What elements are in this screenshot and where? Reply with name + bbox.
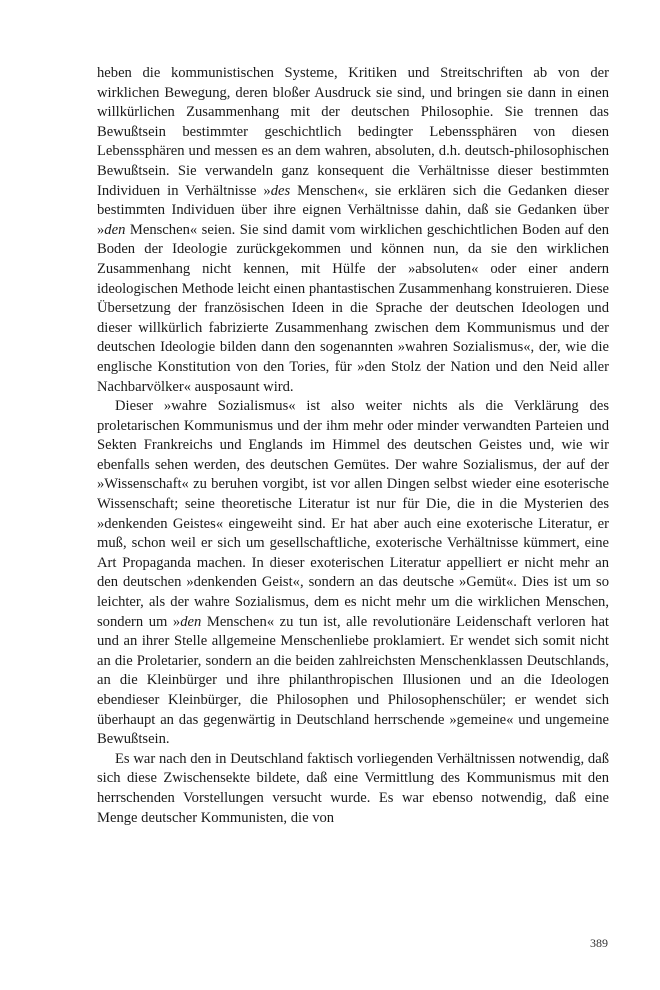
text-segment: Menschen« seien. Sie sind damit vom wirklichen geschichtlichen Boden auf den Boden der Ideologie zurückgekommen und können nun, da sie den wirklichen Zusammenhang nicht kennen, mit Hülfe der »absoluten« oder einer andern ideologischen Methode leicht einen phantastischen Zusammenhang konstruieren. Diese Übersetzung der französischen Ideen in die Sprache der deutschen Ideologen und dieser willkürlich fabrizierte Zusammenhang zwischen dem Kommunismus und der deutschen Ideologie bilden dann den sogenannten »wahren Sozialismus«, der, wie die englische Konstitution von den Tories, für »den Stolz der Nation und den Neid aller Nachbarvölker« ausposaunt wird. [97, 221, 609, 395]
text-segment: Dieser »wahre Sozialismus« ist also weiter nichts als die Verklärung des proletarischen Kommunismus und der ihm mehr oder minder verwandten Parteien und Sekten Frankreichs und Englands im Himmel des deutschen Geistes und, wie wir ebenfalls sehen werden, des deutschen Gemütes. Der wahre Sozialismus, der auf der »Wissenschaft« zu beruhen vorgibt, ist vor allen Dingen selbst wieder eine esoterische Wissenschaft; seine theoretische Literatur ist nur für Die, die in die Mysterien des »denkenden Geistes« eingeweiht sind. Er hat aber auch eine exoterische Literatur, er muß, schon weil er sich um gesellschaftliche, exoterische Verhältnisse kümmert, eine Art Propaganda machen. In dieser exoterischen Literatur appelliert er nicht mehr an den deutschen »denkenden Geist«, sondern an das deutsche »Gemüt«. Dies ist um so leichter, als der wahre Sozialismus, dem es nicht mehr um die wirklichen Menschen, sondern um » [97, 398, 609, 630]
text-segment: Es war nach den in Deutschland faktisch vorliegenden Verhältnissen notwendig, daß sich diese Zwischensekte bildete, daß eine Vermittlung des Kommunismus mit den herrschenden Vorstellungen versucht wurde. Es war ebenso notwendig, daß eine Menge deutscher Kommunisten, die von [97, 750, 609, 826]
text-segment: Menschen« zu tun ist, alle revolutionäre Leidenschaft verloren hat und an ihrer Stelle allgemeine Menschenliebe proklamiert. Er wendet sich somit nicht an die Proletarier, sondern an die beiden zahlreichsten Menschenklassen Deutschlands, an die Kleinbürger und ihre philanthropischen Illusionen und an die Ideologen ebendieser Kleinbürger, die Philosophen und Philosophenschüler; er wendet sich überhaupt an das gegenwärtig in Deutschland herrschende »gemeine« und ungemeine Bewußtsein. [97, 613, 609, 748]
paragraph [97, 750, 609, 828]
emphasis-text: den [104, 221, 126, 238]
page-number: 389 [590, 936, 608, 950]
text-segment: Menschen«, sie erklären sich die Gedanken dieser bestimmten Individuen über ihre eignen Verhältnisse dahin, daß sie Gedanken über » [97, 182, 609, 238]
emphasis-text: den [180, 613, 202, 630]
paragraph [97, 64, 609, 397]
emphasis-text: des [270, 182, 291, 199]
paragraph [97, 397, 609, 750]
text-segment: heben die kommunistischen Systeme, Kritiken und Streitschriften ab von der wirklichen Bewegung, deren bloßer Ausdruck sie sind, und bringen sie dann in einen willkürlichen Zusammenhang mit der deutschen Philosophie. Sie trennen das Bewußtsein bestimmter geschichtlich bedingter Lebenssphären von diesen Lebenssphären und messen es an dem wahren, absoluten, d.h. deutsch-philosophischen Bewußtsein. Sie verwandeln ganz konsequent die Verhältnisse dieser bestimmten Individuen in Verhältnisse » [97, 65, 609, 199]
body-text [97, 64, 609, 828]
